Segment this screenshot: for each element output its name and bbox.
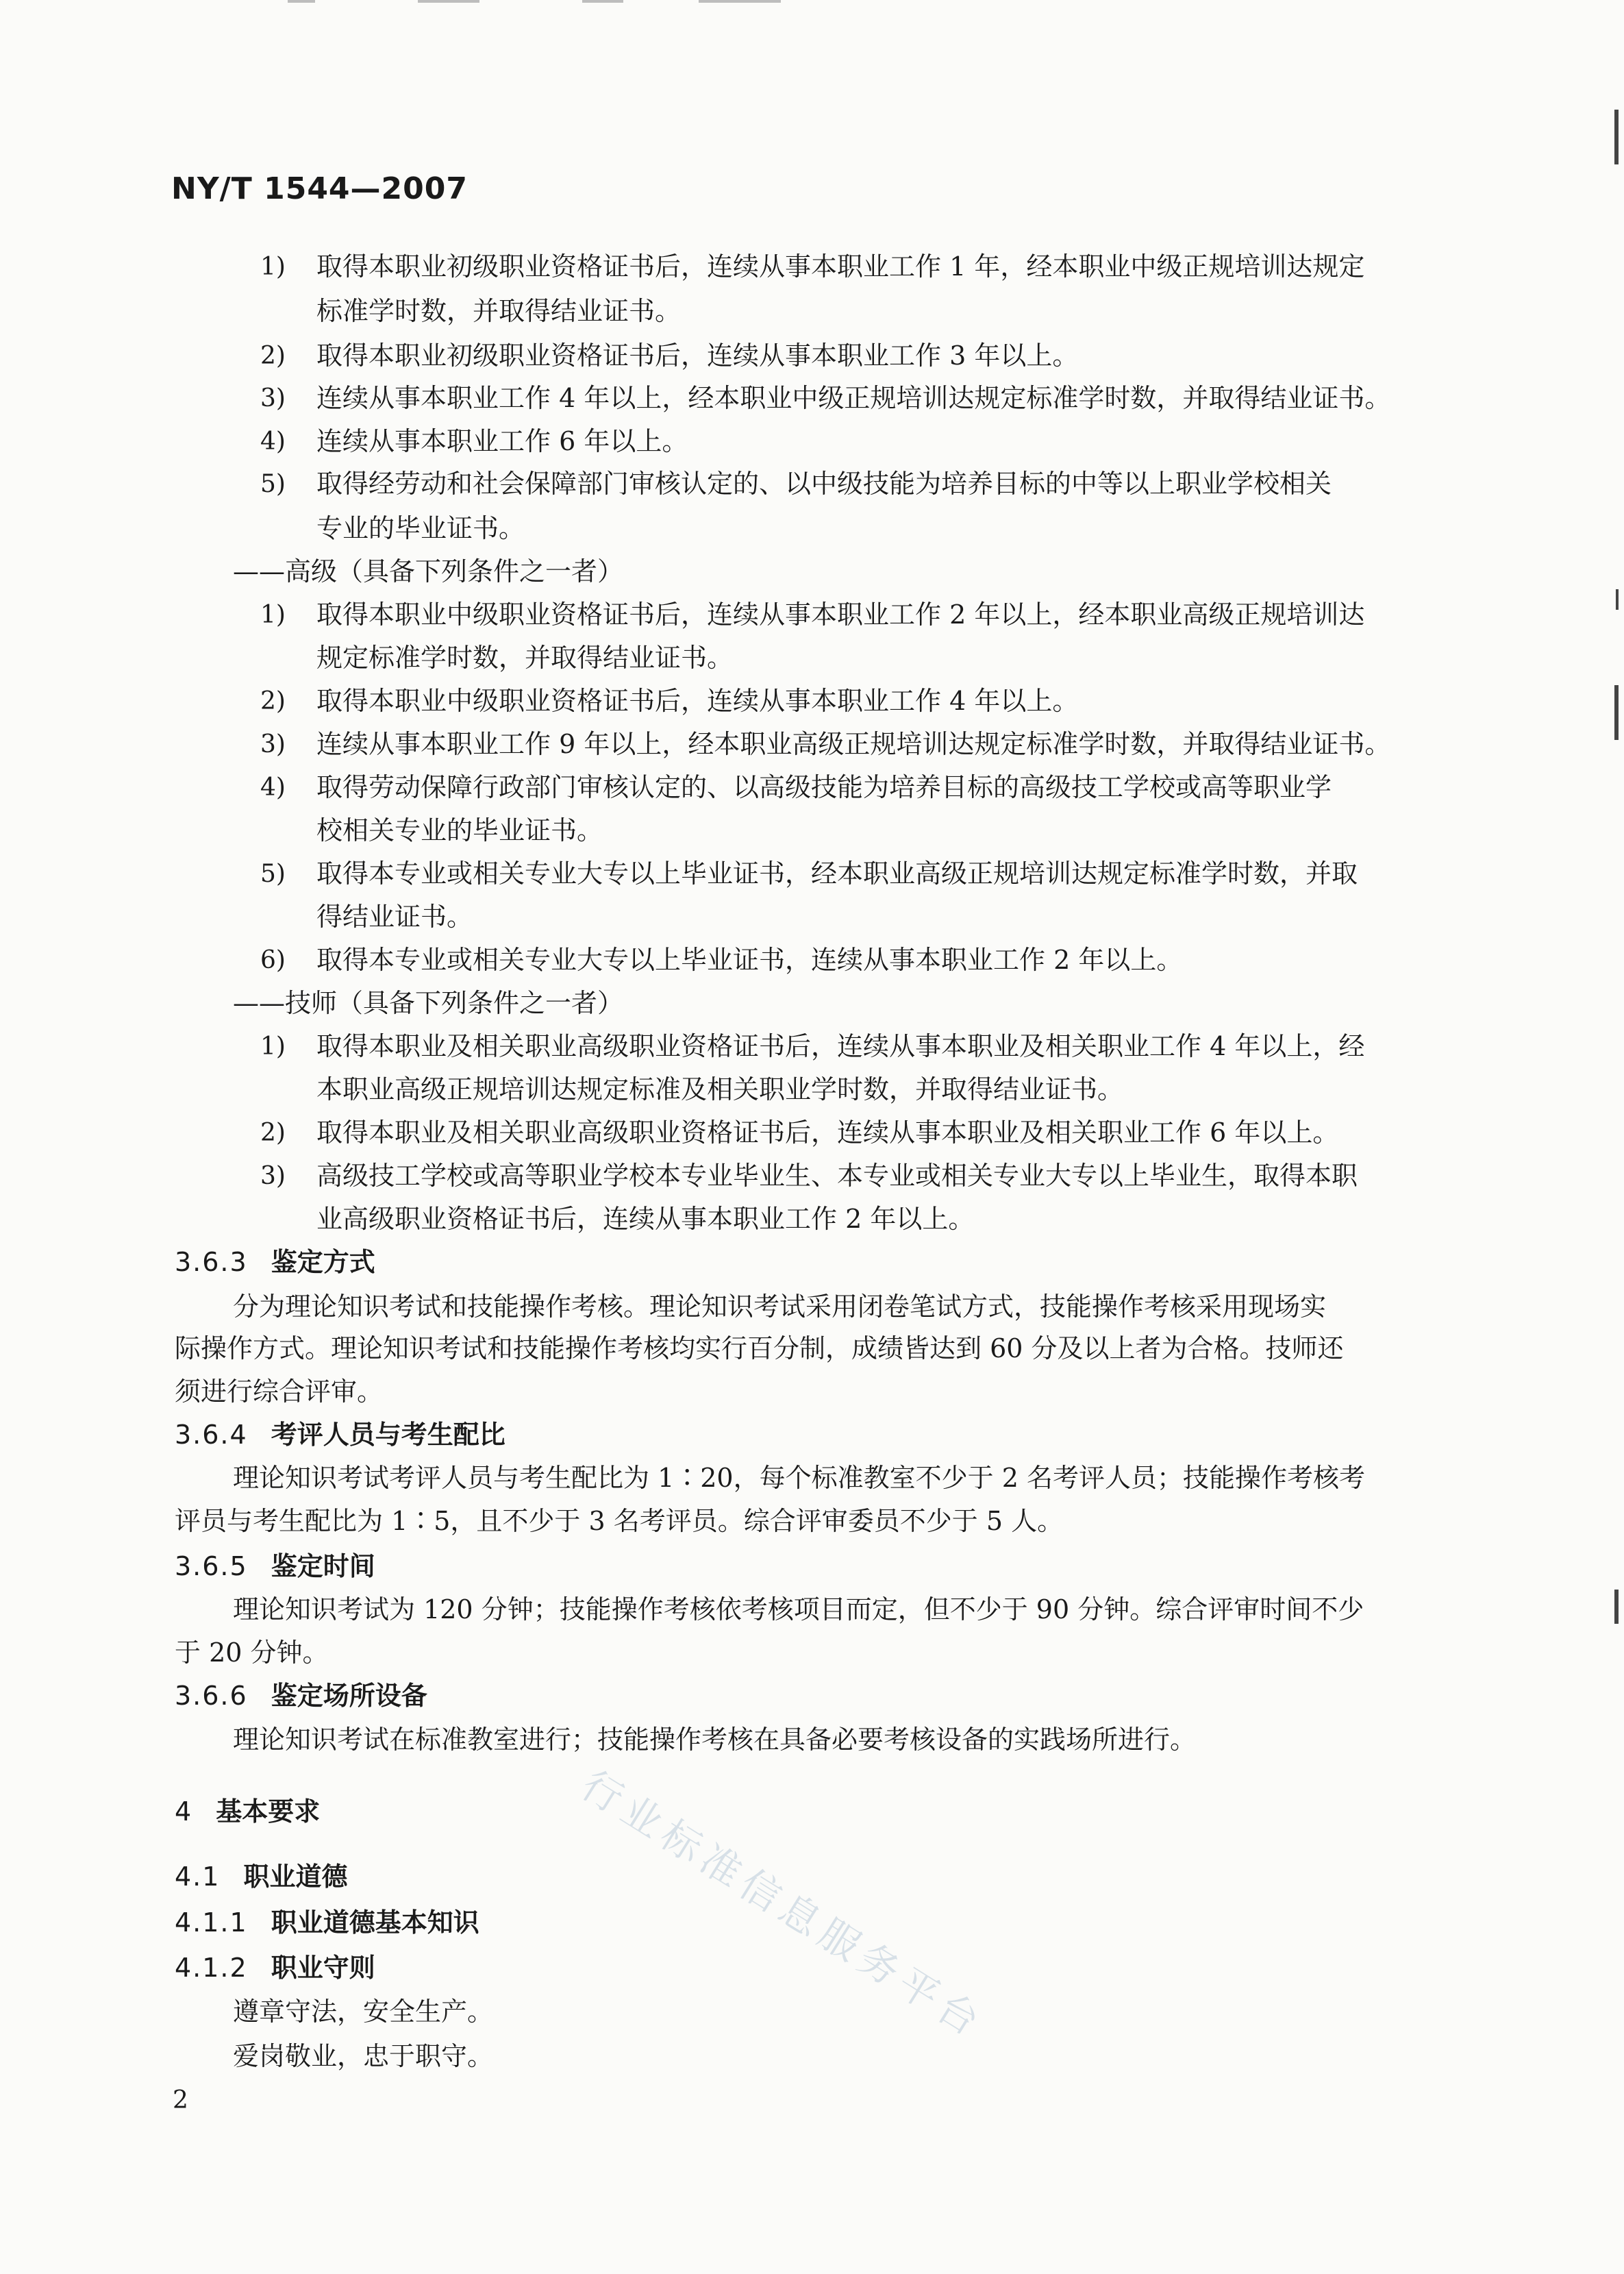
list-text: 标准学时数，并取得结业证书。	[316, 296, 682, 326]
section-title: 基本要求	[216, 1796, 321, 1827]
section-heading-3-6-5	[175, 1553, 375, 1579]
list-number: 5)	[260, 470, 286, 498]
list-text: 取得本职业及相关职业高级职业资格证书后，连续从事本职业及相关职业工作 4 年以上，经	[316, 1031, 1365, 1061]
list-text: 得结业证书。	[316, 902, 473, 932]
list-text: 取得本职业初级职业资格证书后，连续从事本职业工作 1 年，经本职业中级正规培训达规定	[316, 251, 1365, 282]
list-text: 规定标准学时数，并取得结业证书。	[316, 643, 734, 673]
list-text: 取得经劳动和社会保障部门审核认定的、以中级技能为培养目标的中等以上职业学校相关	[316, 469, 1332, 499]
list-number: 4)	[260, 428, 286, 456]
section-number: 3.6.3	[175, 1247, 248, 1277]
section-title: 考评人员与考生配比	[271, 1420, 505, 1450]
paragraph-line: 际操作方式。理论知识考试和技能操作考核均实行百分制，成绩皆达到 60 分及以上者为合格。技师还	[175, 1333, 1344, 1363]
list-text: 连续从事本职业工作 9 年以上，经本职业高级正规培训达规定标准学时数，并取得结业证书。	[316, 729, 1391, 759]
list-text: 取得本职业及相关职业高级职业资格证书后，连续从事本职业及相关职业工作 6 年以上。	[316, 1117, 1339, 1148]
section-number: 4.1.2	[175, 1953, 248, 1983]
list-number: 5)	[260, 860, 286, 888]
category-heading: ——技师（具备下列条件之一者）	[233, 988, 624, 1018]
paragraph-line: 理论知识考试为 120 分钟；技能操作考核依考核项目而定，但不少于 90 分钟。综合评审时间不少	[233, 1594, 1364, 1624]
section-heading-4-1-2	[175, 1955, 375, 1981]
section-number: 4.1.1	[175, 1907, 248, 1938]
list-text: 专业的毕业证书。	[316, 513, 525, 543]
list-text: 取得本专业或相关专业大专以上毕业证书，经本职业高级正规培训达规定标准学时数，并取	[316, 858, 1358, 889]
watermark: 行业标准信息服务平台	[573, 1762, 993, 2049]
section-heading-4	[175, 1796, 321, 1827]
section-number: 4.1	[175, 1862, 221, 1892]
list-text: 高级技工学校或高等职业学校本专业毕业生、本专业或相关专业大专以上毕业生，取得本职	[316, 1161, 1358, 1191]
list-number: 1)	[260, 601, 286, 629]
list-text: 连续从事本职业工作 6 年以上。	[316, 426, 688, 456]
list-text: 取得本职业中级职业资格证书后，连续从事本职业工作 2 年以上，经本职业高级正规培训达	[316, 600, 1365, 630]
standard-header: NY/T 1544—2007	[171, 171, 469, 206]
scan-edge-mark	[1614, 1590, 1619, 1624]
list-text: 连续从事本职业工作 4 年以上，经本职业中级正规培训达规定标准学时数，并取得结业证书。	[316, 383, 1391, 413]
section-title: 鉴定场所设备	[271, 1681, 427, 1711]
scan-edge-mark	[1616, 589, 1619, 610]
paragraph-line: 评员与考生配比为 1∶5，且不少于 3 名考评员。综合评审委员不少于 5 人。	[175, 1506, 1064, 1536]
list-number: 1)	[260, 1033, 286, 1061]
list-number: 3)	[260, 730, 286, 758]
list-text: 取得本职业中级职业资格证书后，连续从事本职业工作 4 年以上。	[316, 686, 1079, 716]
section-heading-3-6-3	[175, 1249, 375, 1275]
list-number: 2)	[260, 687, 286, 715]
section-heading-3-6-6	[175, 1683, 427, 1709]
page-number: 2	[173, 2086, 188, 2114]
list-number: 3)	[260, 384, 286, 412]
section-title: 职业道德基本知识	[271, 1907, 479, 1938]
section-title: 职业守则	[271, 1953, 375, 1983]
section-title: 鉴定方式	[271, 1247, 375, 1277]
section-heading-3-6-4	[175, 1422, 505, 1448]
section-number: 3.6.6	[175, 1681, 248, 1711]
section-number: 3.6.4	[175, 1420, 248, 1450]
list-text: 校相关专业的毕业证书。	[316, 815, 603, 845]
list-number: 4)	[260, 774, 286, 802]
paragraph-line: 须进行综合评审。	[175, 1376, 384, 1407]
section-heading-4-1-1	[175, 1907, 479, 1938]
list-text: 本职业高级正规培训达规定标准及相关职业学时数，并取得结业证书。	[316, 1074, 1124, 1104]
section-heading-4-1	[175, 1864, 347, 1890]
list-text: 取得本职业初级职业资格证书后，连续从事本职业工作 3 年以上。	[316, 341, 1079, 371]
category-heading: ——高级（具备下列条件之一者）	[233, 556, 624, 586]
paragraph-line: 理论知识考试考评人员与考生配比为 1∶20，每个标准教室不少于 2 名考评人员；技能操作考核考	[233, 1463, 1365, 1493]
scan-top-marks	[288, 0, 781, 7]
paragraph-line: 理论知识考试在标准教室进行；技能操作考核在具备必要考核设备的实践场所进行。	[233, 1725, 1197, 1755]
section-number: 3.6.5	[175, 1551, 248, 1581]
paragraph-line: 遵章守法，安全生产。	[233, 1997, 494, 2027]
list-number: 2)	[260, 342, 286, 370]
list-number: 6)	[260, 946, 286, 974]
paragraph-line: 于 20 分钟。	[175, 1637, 329, 1668]
list-text: 业高级职业资格证书后，连续从事本职业工作 2 年以上。	[316, 1204, 975, 1234]
list-number: 3)	[260, 1162, 286, 1190]
scan-edge-mark	[1614, 110, 1619, 164]
section-title: 鉴定时间	[271, 1551, 375, 1581]
scan-edge-mark	[1614, 685, 1619, 740]
list-text: 取得本专业或相关专业大专以上毕业证书，连续从事本职业工作 2 年以上。	[316, 945, 1183, 975]
list-number: 1)	[260, 253, 286, 281]
section-number: 4	[175, 1796, 193, 1827]
paragraph-line: 分为理论知识考试和技能操作考核。理论知识考试采用闭卷笔试方式，技能操作考核采用现场实	[233, 1292, 1327, 1322]
section-title: 职业道德	[243, 1862, 348, 1892]
list-number: 2)	[260, 1119, 286, 1147]
paragraph-line: 爱岗敬业，忠于职守。	[233, 2041, 494, 2071]
list-text: 取得劳动保障行政部门审核认定的、以高级技能为培养目标的高级技工学校或高等职业学	[316, 772, 1332, 802]
